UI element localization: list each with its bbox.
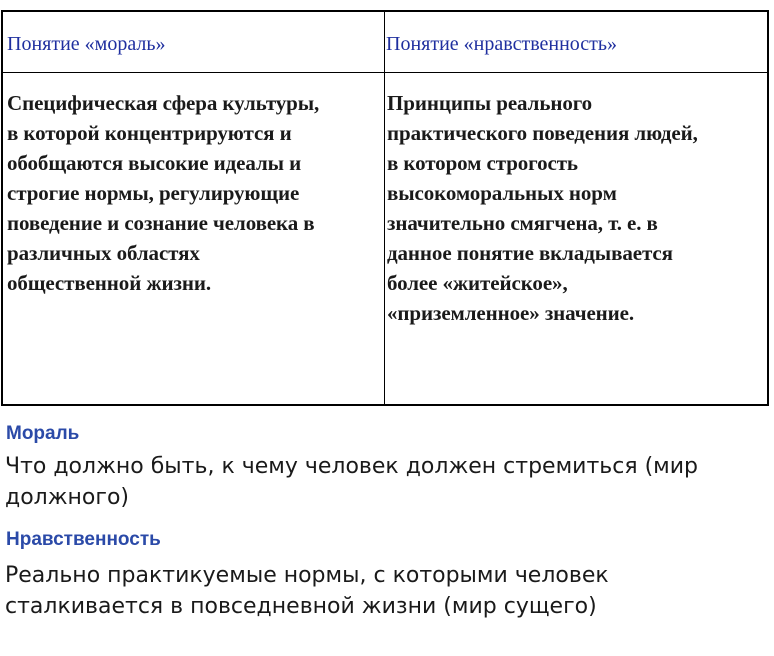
- cell-line: обобщаются высокие идеалы и: [7, 151, 302, 175]
- cell-line: высокоморальных норм: [387, 181, 617, 205]
- cell-line: в которой концентрируются и: [7, 121, 292, 145]
- definition-title-morality: Мораль: [6, 423, 80, 444]
- cell-line: значительно смягчена, т. е. в: [387, 211, 658, 235]
- definition-line: сталкивается в повседневной жизни (мир сущего): [5, 594, 597, 619]
- definition-title-ethics: Нравственность: [6, 529, 161, 550]
- cell-line: Специфическая сфера культуры,: [7, 91, 320, 115]
- cell-line: общественной жизни.: [7, 271, 211, 295]
- cell-line: в котором строгость: [387, 151, 578, 175]
- definition-line: Реально практикуемые нормы, с которыми человек: [5, 563, 609, 588]
- definition-line: Что должно быть, к чему человек должен стремиться (мир: [5, 454, 699, 479]
- cell-line: практического поведения людей,: [387, 121, 698, 145]
- cell-line: «приземленное» значение.: [387, 301, 635, 325]
- header-divider: [3, 72, 767, 73]
- comparison-table: [1, 10, 769, 406]
- definition-text-morality: [5, 451, 698, 513]
- cell-line: Принципы реального: [387, 91, 593, 115]
- column-divider: [384, 12, 385, 404]
- header-morality: Понятие «мораль»: [7, 33, 166, 55]
- cell-line: поведение и сознание человека в: [7, 211, 315, 235]
- cell-line: строгие нормы, регулирующие: [7, 181, 300, 205]
- cell-morality-definition: [7, 88, 319, 298]
- definition-line: должного): [5, 485, 129, 510]
- header-ethics: Понятие «нравственность»: [386, 33, 618, 55]
- definition-text-ethics: [5, 560, 609, 622]
- cell-ethics-definition: [387, 88, 698, 328]
- cell-line: различных областях: [7, 241, 200, 265]
- cell-line: более «житейское»,: [387, 271, 568, 295]
- cell-line: данное понятие вкладывается: [387, 241, 673, 265]
